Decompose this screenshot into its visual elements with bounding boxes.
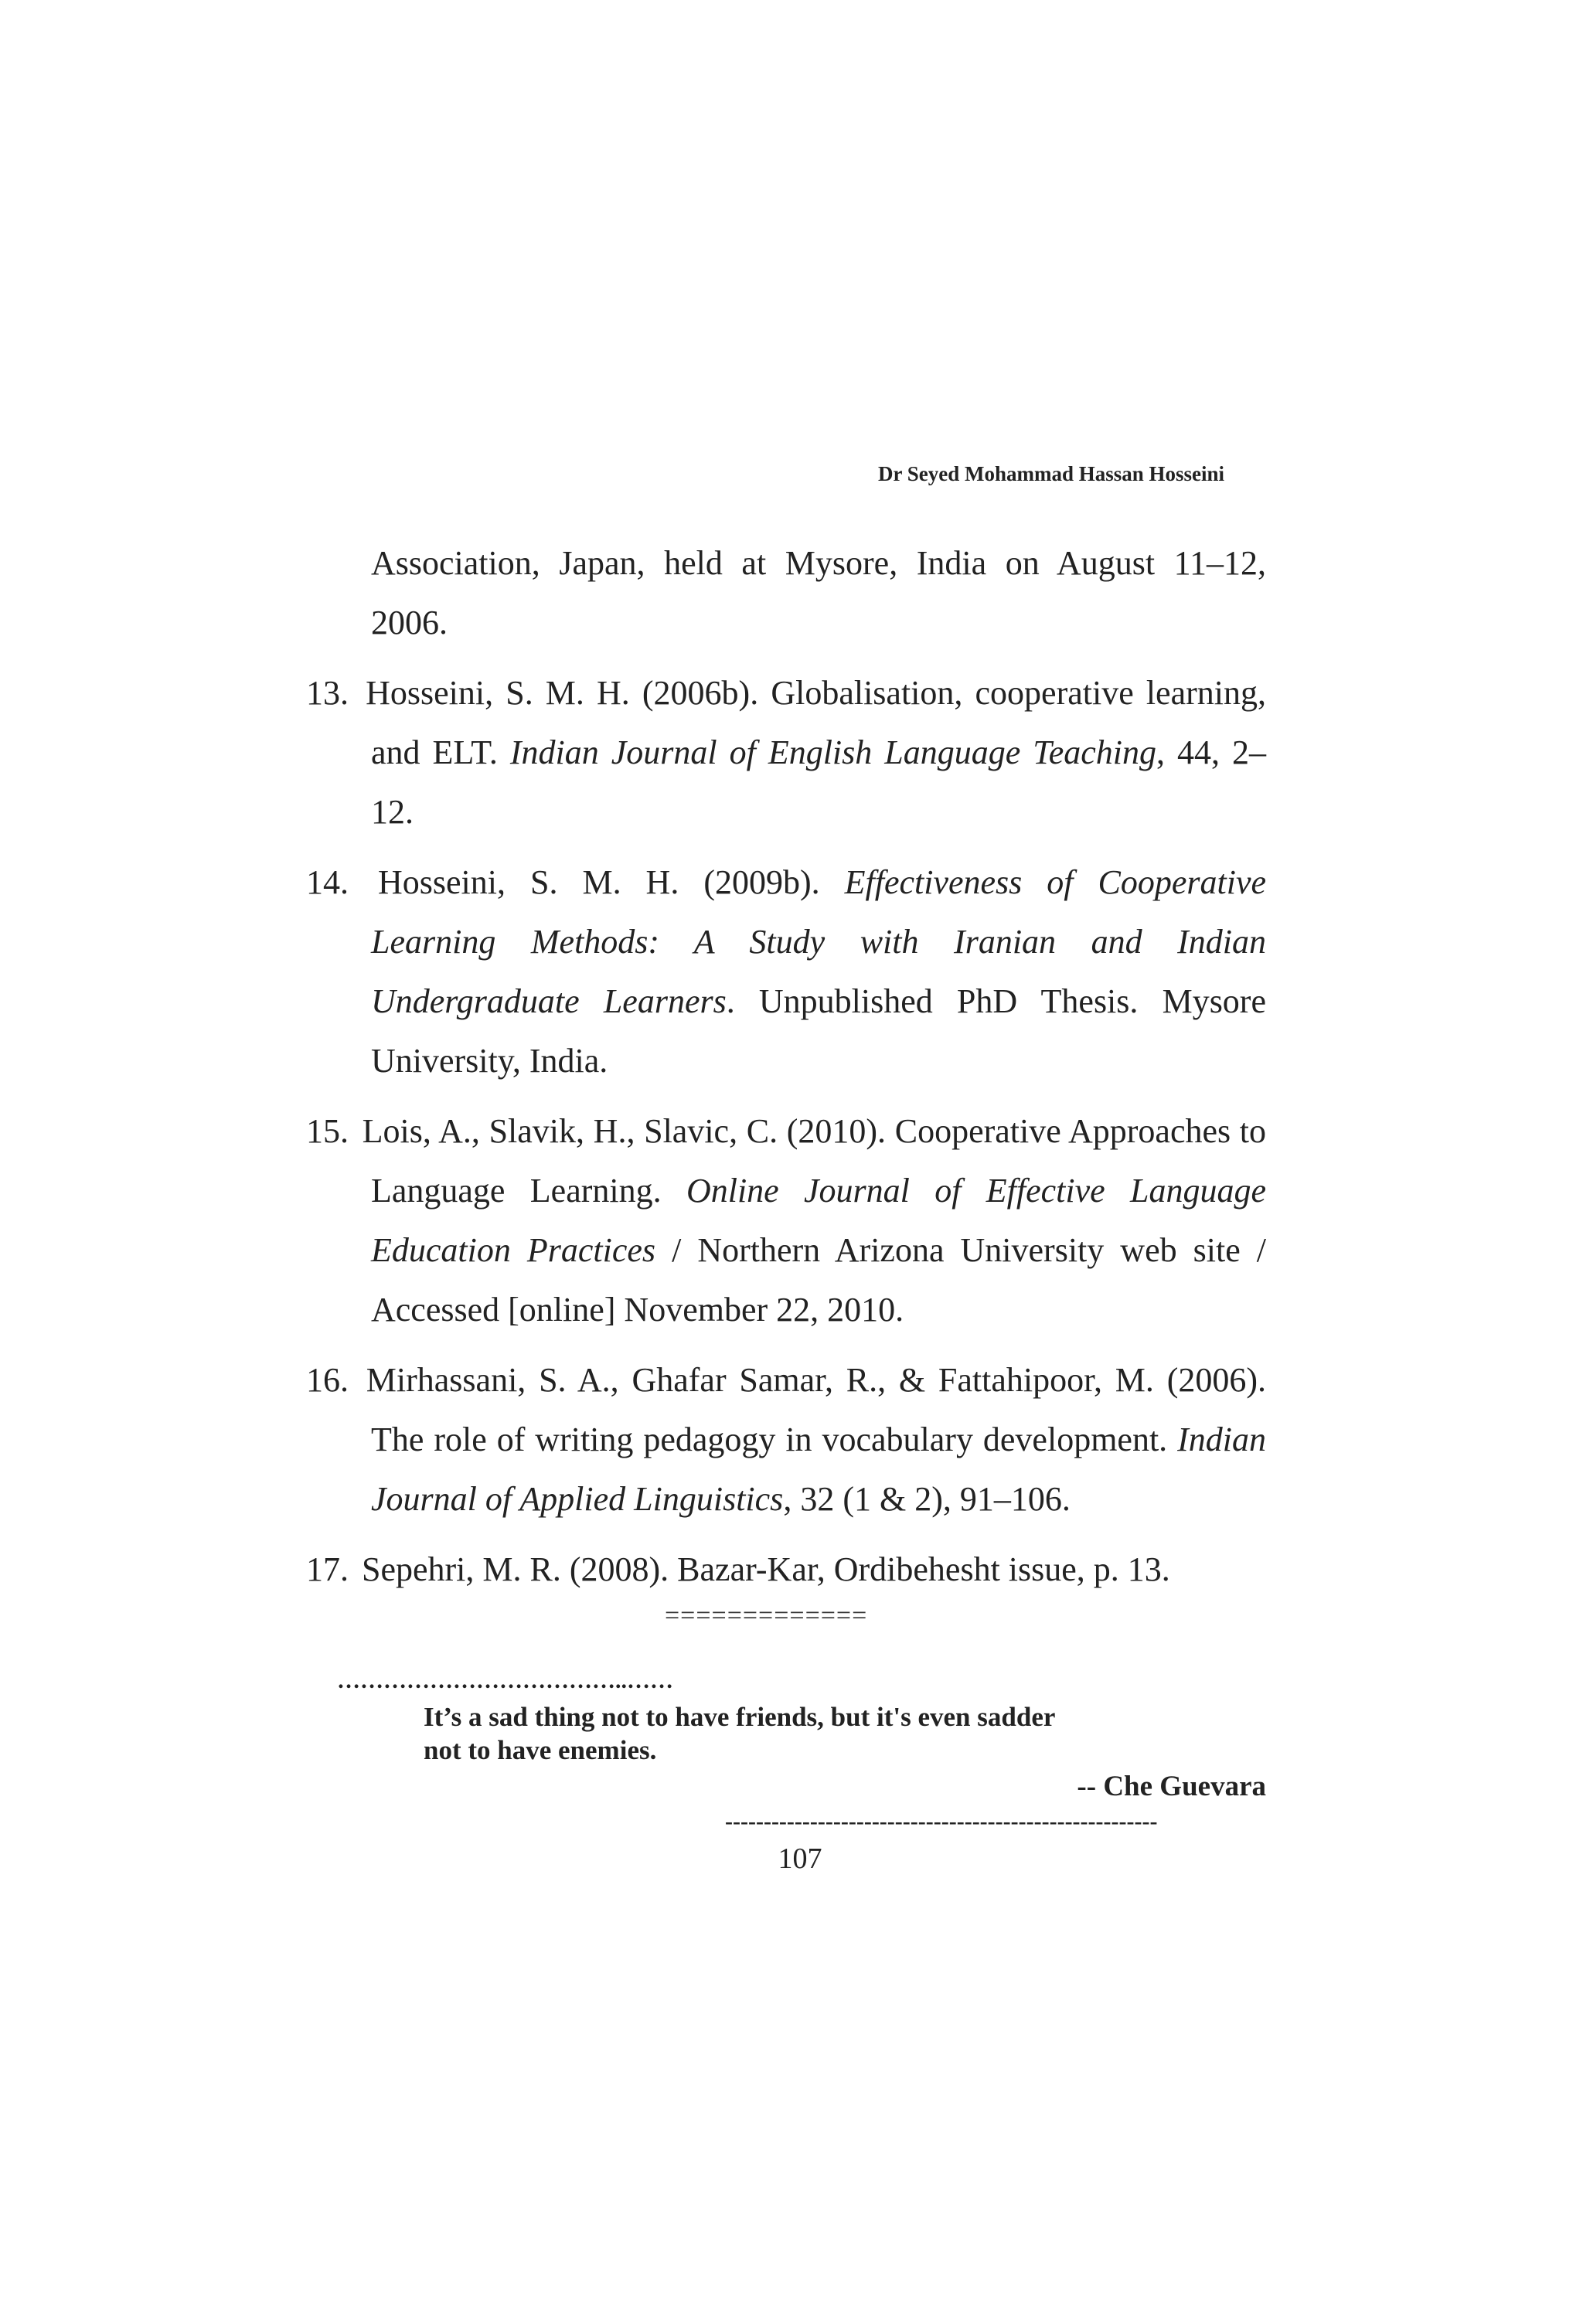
- reference-list: [306, 533, 1267, 1610]
- reference-number: 17.: [306, 1550, 349, 1588]
- reference-text-tail: / Northern Arizona University web site / Accessed [online] November 22, 2010.: [371, 1231, 1266, 1329]
- reference-number: 15.: [306, 1112, 349, 1150]
- reference-item-16: [306, 1350, 1266, 1529]
- page-number: 107: [778, 1843, 822, 1875]
- reference-number: 16.: [306, 1361, 349, 1399]
- reference-text: Hosseini, S. M. H. (2006b). Globalisation, cooperative learning, and ELT.: [366, 674, 1266, 771]
- reference-item-14: [306, 852, 1267, 1091]
- running-header-author: Dr Seyed Mohammad Hassan Hosseini: [877, 462, 1225, 485]
- footer-quote: [424, 1700, 1166, 1767]
- reference-thesis-title: Effectiveness of Cooperative Learning Methods: A Study with Iranian and Indian Undergraduate Learners: [371, 863, 1267, 1020]
- reference-item-13: [306, 663, 1266, 842]
- reference-text: Hosseini, S. M. H. (2009b).: [378, 863, 845, 901]
- footer-dashed-rule: --------------------------------------------------------: [725, 1809, 1158, 1834]
- reference-text: Mirhassani, S. A., Ghafar Samar, R., & Fattahipoor, M. (2006). The role of writing pedagogy in vocabulary development.: [366, 1361, 1266, 1458]
- reference-journal-title: Online Journal of Effective Language Education Practices: [371, 1172, 1266, 1269]
- footer-dotted-rule: ………………………………..……: [337, 1668, 673, 1693]
- reference-text: Sepehri, M. R. (2008). Bazar-Kar, Ordibehesht issue, p. 13.: [362, 1550, 1170, 1588]
- reference-number: 14.: [306, 863, 349, 901]
- reference-continuation-text: Association, Japan, held at Mysore, India on August 11–12, 2006.: [371, 544, 1266, 641]
- reference-continuation: [339, 533, 1266, 652]
- reference-number: 13.: [306, 674, 349, 712]
- quote-line-2: not to have enemies.: [424, 1735, 657, 1765]
- reference-text: Lois, A., Slavik, H., Slavic, C. (2010). Cooperative Approaches to Language Learning.: [362, 1112, 1267, 1210]
- reference-text-tail: . Unpublished PhD Thesis. Mysore University, India.: [371, 982, 1266, 1080]
- reference-journal-title: Indian Journal of English Language Teaching: [509, 733, 1156, 771]
- reference-item-17: [306, 1540, 1266, 1599]
- quote-author: -- Che Guevara: [1077, 1771, 1266, 1802]
- reference-item-15: [306, 1101, 1267, 1339]
- reference-text-tail: , 44, 2–12.: [371, 733, 1266, 831]
- quote-line-1: It’s a sad thing not to have friends, but it's even sadder: [424, 1702, 1056, 1732]
- section-separator: =============: [665, 1601, 868, 1630]
- reference-text-tail: , 32 (1 & 2), 91–106.: [783, 1480, 1071, 1518]
- reference-journal-title: Indian Journal of Applied Linguistics: [371, 1421, 1266, 1518]
